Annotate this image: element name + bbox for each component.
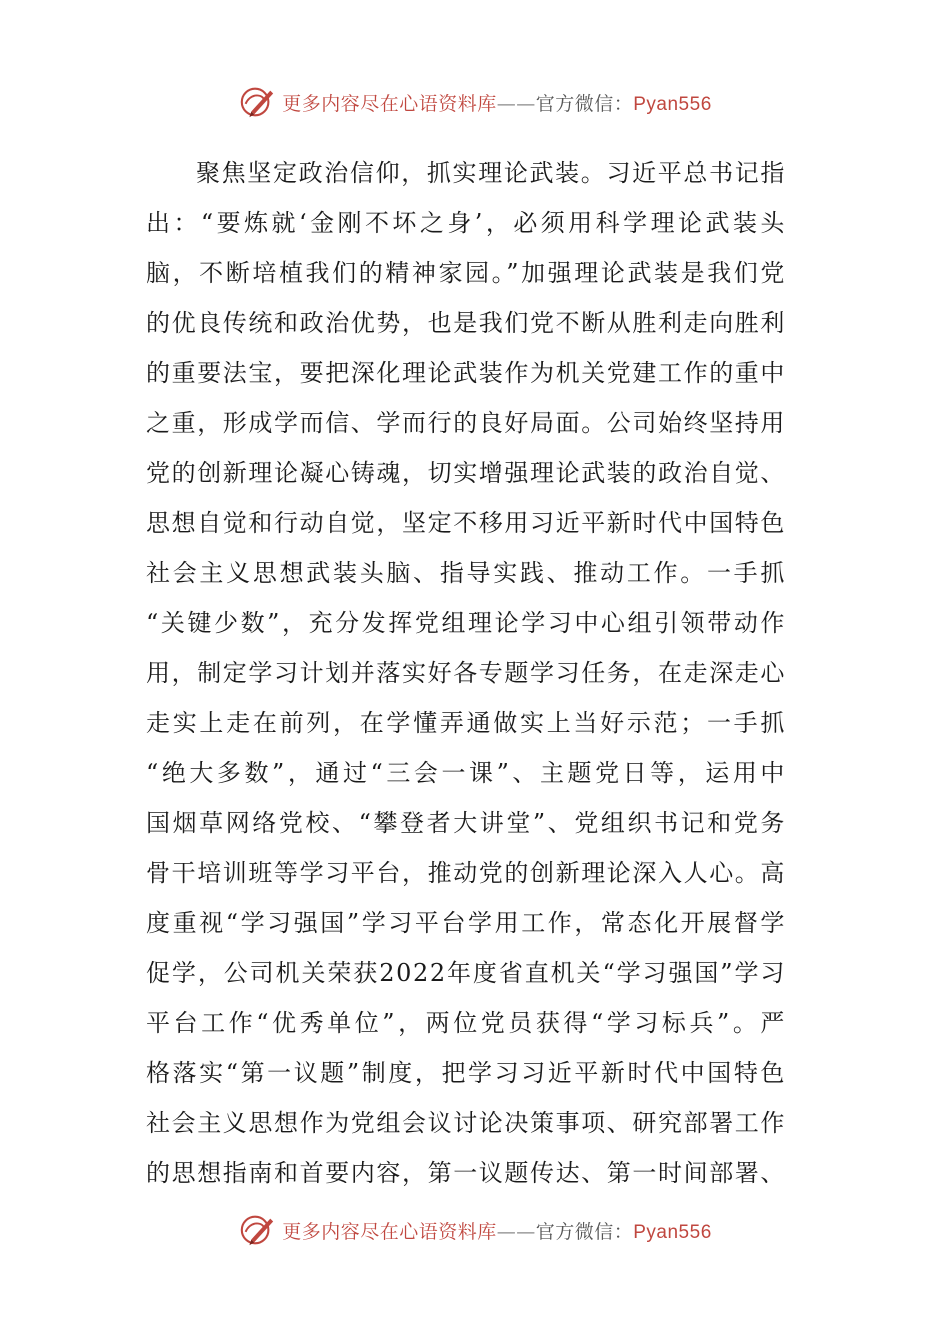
paragraph-line: 用，制定学习计划并落实好各专题学习任务，在走深走心 [146, 659, 786, 687]
paragraph-line: 骨干培训班等学习平台，推动党的创新理论深入人心。高 [146, 859, 786, 887]
banner-wechat-id: Pyan556 [633, 1221, 712, 1243]
banner-main-text: 更多内容尽在心语资料库 [282, 1220, 497, 1243]
paragraph-line: 的重要法宝，要把深化理论武装作为机关党建工作的重中 [146, 359, 786, 387]
paragraph-line: “关键少数”，充分发挥党组理论学习中心组引领带动作 [146, 609, 786, 637]
banner-text [282, 89, 712, 116]
banner-text [282, 1217, 712, 1244]
banner-wechat-id: Pyan556 [633, 93, 712, 115]
paragraph-line: 平台工作“优秀单位”，两位党员获得“学习标兵”。严 [146, 1009, 786, 1037]
paragraph-line: 度重视“学习强国”学习平台学用工作，常态化开展督学 [146, 909, 786, 937]
paragraph-line: 国烟草网络党校、“攀登者大讲堂”、党组织书记和党务 [146, 809, 786, 837]
pen-swirl-logo-icon [238, 83, 276, 121]
banner-main-text: 更多内容尽在心语资料库 [282, 92, 497, 115]
document-body [146, 148, 786, 1198]
paragraph-line: 走实上走在前列，在学懂弄通做实上当好示范；一手抓 [146, 709, 786, 737]
paragraph-line: 社会主义思想武装头脑、指导实践、推动工作。一手抓 [146, 559, 786, 587]
paragraph-line: 社会主义思想作为党组会议讨论决策事项、研究部署工作 [146, 1109, 786, 1137]
banner-wechat-label: 官方微信： [535, 1220, 634, 1243]
pen-swirl-logo-icon [238, 1211, 276, 1249]
paragraph-line: 的思想指南和首要内容，第一议题传达、第一时间部署、 [146, 1159, 786, 1187]
paragraph-line: 党的创新理论凝心铸魂，切实增强理论武装的政治自觉、 [146, 459, 786, 487]
paragraph-line: 出：“要炼就‘金刚不坏之身’，必须用科学理论武装头 [146, 209, 786, 237]
paragraph-line: 聚焦坚定政治信仰，抓实理论武装。习近平总书记指 [196, 159, 786, 187]
paragraph-line: “绝大多数”，通过“三会一课”、主题党日等，运用中 [146, 759, 786, 787]
paragraph-line: 促学，公司机关荣获2022年度省直机关“学习强国”学习 [146, 959, 786, 987]
paragraph-line: 脑，不断培植我们的精神家园。”加强理论武装是我们党 [146, 259, 786, 287]
banner-wechat-label: 官方微信： [535, 92, 634, 115]
footer-banner [0, 1208, 950, 1252]
paragraph-line: 格落实“第一议题”制度，把学习习近平新时代中国特色 [146, 1059, 786, 1087]
paragraph-line: 的优良传统和政治优势，也是我们党不断从胜利走向胜利 [146, 309, 786, 337]
paragraph-line: 之重，形成学而信、学而行的良好局面。公司始终坚持用 [146, 409, 786, 437]
banner-separator: —— [496, 92, 536, 115]
header-banner [0, 80, 950, 124]
paragraph-line: 思想自觉和行动自觉，坚定不移用习近平新时代中国特色 [146, 509, 786, 537]
banner-separator: —— [496, 1220, 536, 1243]
